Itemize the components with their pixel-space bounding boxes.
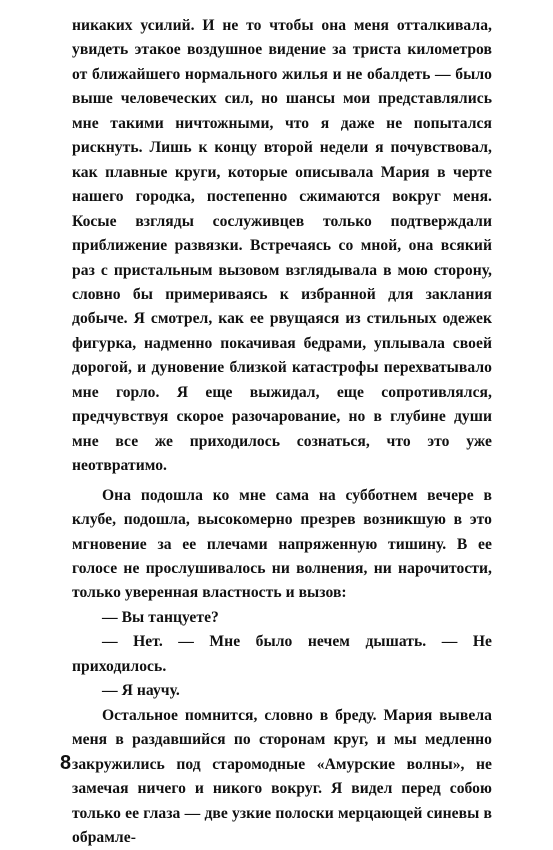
paragraph-continued: никаких усилий. И не то чтобы она меня отталкивала, увидеть этакое воздушное видение за триста километров от ближайшего нормального жилья и не обалдеть — было выше человеческих сил, но шансы мои представлялись мне такими ничтожными, что я даже не попытался рискнуть. Лишь к концу второй недели я почувствовал, как плавные круги, которые описывала Мария в черте нашего городка, постепенно сжимаются вокруг меня. Косые взгляды сослуживцев только подтверждали приближение развязки. Встречаясь со мной, она всякий раз с пристальным вызовом взглядывала в мою сторону, словно бы примериваясь к избранной для заклания добыче. Я смотрел, как ее рвущаяся из стильных одежек фигурка, надменно покачивая бедрами, уплывала своей дорогой, и дуновение близкой катастрофы перехватывало мне горло. Я еще выжидал, еще сопротивлялся, предчувствуя скорое разочарование, но в глубине души мне все же приходилось сознаться, что это уже неотвратимо. (72, 17, 492, 475)
page-number: 8 (60, 752, 72, 774)
page-body-text (72, 14, 492, 850)
paragraph-meeting: Она подошла ко мне сама на субботнем вечере в клубе, подошла, высокомерно презрев возникшую в это мгновение за ее плечами напряженную тишину. В ее голосе не прослушивалось ни волнения, ни нарочитости, только уверенная властность и вызов: (72, 486, 492, 602)
paragraph-dance: Остальное помнится, словно в бреду. Мария вывела меня в раздавшийся по сторонам круг, и мы медленно закружились под старомодные «Амурские волны», не замечая ничего и никого вокруг. Я видел перед собою только ее глаза — две узкие полоски мерцающей синевы в обрамле- (72, 706, 492, 846)
dialogue-line-question: — Вы танцуете? (102, 608, 219, 626)
dialogue-line-answer: — Нет. — Мне было нечем дышать. — Не приходилось. (72, 633, 492, 675)
dialogue-line-reply: — Я научу. (102, 682, 180, 700)
